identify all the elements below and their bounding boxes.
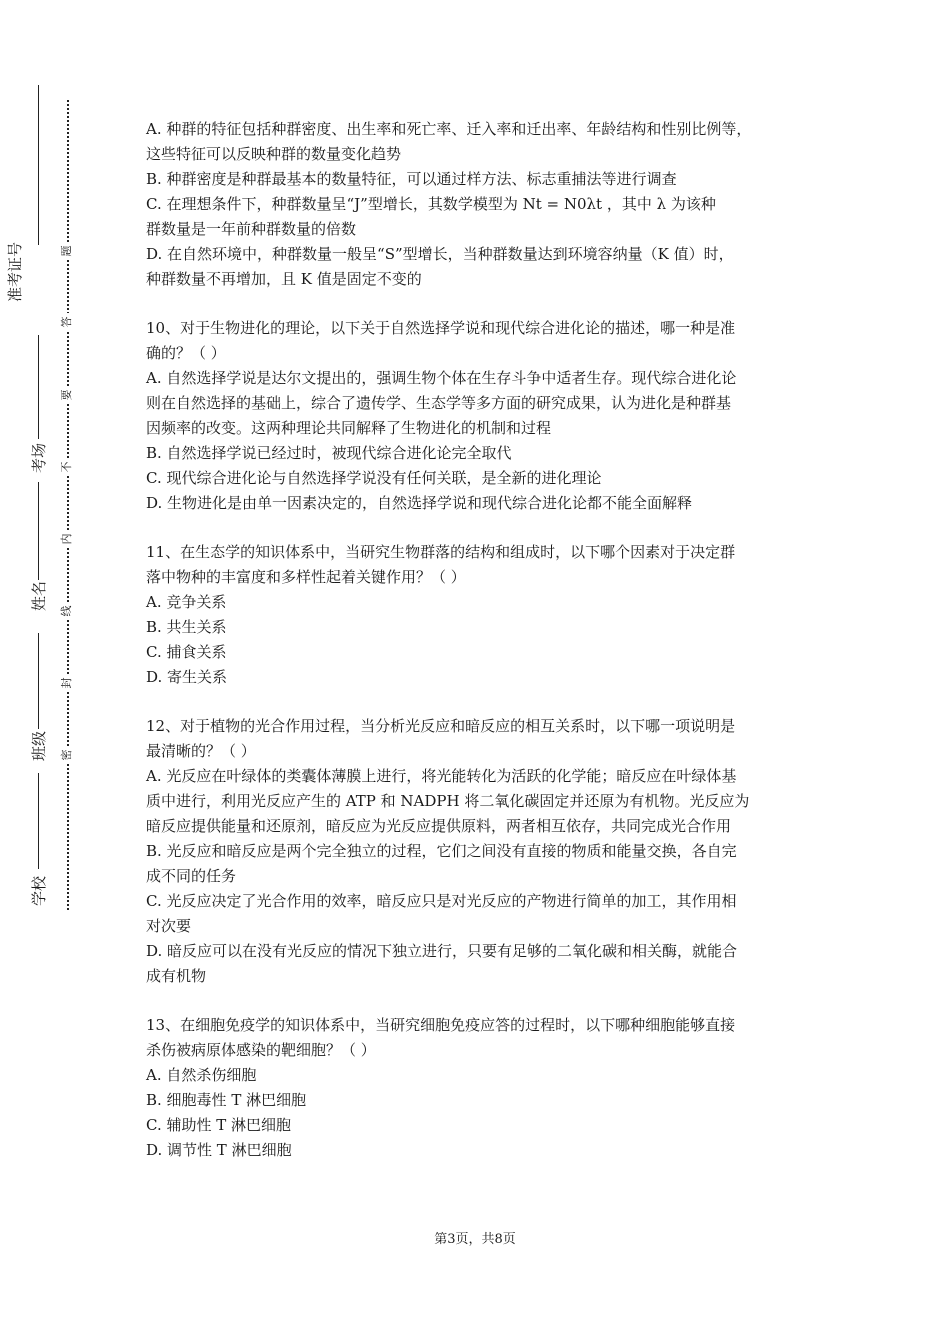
option-text: 成有机物	[146, 967, 207, 985]
option-c[interactable]	[146, 466, 811, 491]
option-text: C. 现代综合进化论与自然选择学说没有任何关联，是全新的进化理论	[146, 469, 602, 487]
name-label: 姓名	[30, 580, 48, 611]
name-fill-line[interactable]	[38, 482, 39, 580]
seal-char: 密	[60, 746, 74, 764]
option-text: D. 调节性 T 淋巴细胞	[146, 1141, 292, 1159]
option-c[interactable]	[146, 192, 811, 242]
option-d[interactable]	[146, 665, 811, 690]
question-item	[146, 117, 811, 292]
option-text: B. 共生关系	[146, 618, 227, 636]
option-text: D. 暗反应可以在没有光反应的情况下独立进行，只要有足够的二氧化碳和相关酶，就能合	[146, 942, 738, 960]
option-text: 群数量是一年前种群数量的倍数	[146, 220, 357, 238]
option-a[interactable]	[146, 117, 811, 167]
option-c[interactable]	[146, 1113, 811, 1138]
question-stem	[146, 540, 811, 590]
option-text: C. 在理想条件下，种群数量呈“J”型增长，其数学模型为 Nt = N0λt ，其中 λ 为该种	[146, 195, 716, 213]
stem-text: 确的？（ ）	[146, 344, 226, 362]
question-stem	[146, 714, 811, 764]
question-list	[146, 117, 811, 1187]
question-stem	[146, 1013, 811, 1063]
stem-text: 10、对于生物进化的理论，以下关于自然选择学说和现代综合进化论的描述，哪一种是准	[146, 319, 736, 337]
stem-text: 11、在生态学的知识体系中，当研究生物群落的结构和组成时，以下哪个因素对于决定群	[146, 543, 736, 561]
class-fill-line[interactable]	[38, 633, 39, 729]
seal-char: 不	[60, 458, 74, 476]
question-item	[146, 1013, 811, 1163]
option-text: C. 光反应决定了光合作用的效率，暗反应只是对光反应的产物进行简单的加工，其作用相	[146, 892, 737, 910]
seal-char: 线	[60, 602, 74, 620]
option-b[interactable]	[146, 1088, 811, 1113]
option-text: A. 种群的特征包括种群密度、出生率和死亡率、迁入率和迁出率、年龄结构和性别比例等，	[146, 120, 752, 138]
option-text: C. 捕食关系	[146, 643, 227, 661]
option-d[interactable]	[146, 242, 811, 292]
option-d[interactable]	[146, 939, 811, 989]
exam-room-fill-line[interactable]	[38, 335, 39, 439]
option-b[interactable]	[146, 167, 811, 192]
option-text: A. 自然杀伤细胞	[146, 1066, 257, 1084]
option-b[interactable]	[146, 615, 811, 640]
option-text: B. 自然选择学说已经过时，被现代综合进化论完全取代	[146, 444, 512, 462]
stem-text: 12、对于植物的光合作用过程，当分析光反应和暗反应的相互关系时，以下哪一项说明是	[146, 717, 736, 735]
option-text: 暗反应提供能量和还原剂，暗反应为光反应提供原料，两者相互依存，共同完成光合作用	[146, 817, 732, 835]
seal-char: 封	[60, 674, 74, 692]
option-a[interactable]	[146, 764, 811, 839]
option-text: A. 光反应在叶绿体的类囊体薄膜上进行，将光能转化为活跃的化学能；暗反应在叶绿体基	[146, 767, 737, 785]
option-text: 种群数量不再增加，且 K 值是固定不变的	[146, 270, 422, 288]
seal-dotted-line	[67, 100, 69, 910]
option-text: 质中进行，利用光反应产生的 ATP 和 NADPH 将二氧化碳固定并还原为有机物。光反应为	[146, 792, 750, 810]
seal-char: 要	[60, 386, 74, 404]
option-text: A. 竞争关系	[146, 593, 227, 611]
stem-text: 最清晰的？（ ）	[146, 742, 256, 760]
stem-text: 杀伤被病原体感染的靶细胞？（ ）	[146, 1041, 376, 1059]
option-text: 成不同的任务	[146, 867, 237, 885]
option-a[interactable]	[146, 366, 811, 441]
option-text: D. 生物进化是由单一因素决定的，自然选择学说和现代综合进化论都不能全面解释	[146, 494, 693, 512]
option-text: B. 细胞毒性 T 淋巴细胞	[146, 1091, 307, 1109]
option-text: 对次要	[146, 917, 192, 935]
option-d[interactable]	[146, 1138, 811, 1163]
binding-margin	[0, 0, 110, 1344]
option-a[interactable]	[146, 590, 811, 615]
page-number: 第3页，共8页	[434, 1232, 516, 1247]
question-item	[146, 540, 811, 690]
option-text: B. 种群密度是种群最基本的数量特征，可以通过样方法、标志重捕法等进行调查	[146, 170, 677, 188]
question-item	[146, 714, 811, 989]
option-text: D. 在自然环境中，种群数量一般呈“S”型增长，当种群数量达到环境容纳量（K 值）时，	[146, 245, 734, 263]
exam-number-fill-line[interactable]	[38, 85, 39, 245]
question-item	[146, 316, 811, 516]
option-text: 因频率的改变。这两种理论共同解释了生物进化的机制和过程	[146, 419, 552, 437]
exam-number-label: 准考证号	[6, 241, 24, 302]
option-b[interactable]	[146, 441, 811, 466]
class-label: 班级	[30, 730, 48, 761]
option-d[interactable]	[146, 491, 811, 516]
option-text: B. 光反应和暗反应是两个完全独立的过程，它们之间没有直接的物质和能量交换，各自完	[146, 842, 737, 860]
seal-char: 内	[60, 530, 74, 548]
question-stem	[146, 316, 811, 366]
exam-room-label: 考场	[30, 442, 48, 473]
option-text: 这些特征可以反映种群的数量变化趋势	[146, 145, 402, 163]
school-label: 学校	[30, 875, 48, 906]
option-text: D. 寄生关系	[146, 668, 228, 686]
option-c[interactable]	[146, 889, 811, 939]
stem-text: 落中物种的丰富度和多样性起着关键作用？（ ）	[146, 568, 466, 586]
seal-char: 答	[60, 313, 74, 331]
option-text: A. 自然选择学说是达尔文提出的，强调生物个体在生存斗争中适者生存。现代综合进化论	[146, 369, 737, 387]
option-b[interactable]	[146, 839, 811, 889]
option-c[interactable]	[146, 640, 811, 665]
option-a[interactable]	[146, 1063, 811, 1088]
school-fill-line[interactable]	[38, 773, 39, 869]
option-text: 则在自然选择的基础上，综合了遗传学、生态学等多方面的研究成果，认为进化是种群基	[146, 394, 732, 412]
seal-char: 题	[60, 242, 74, 260]
option-text: C. 辅助性 T 淋巴细胞	[146, 1116, 292, 1134]
stem-text: 13、在细胞免疫学的知识体系中，当研究细胞免疫应答的过程时，以下哪种细胞能够直接	[146, 1016, 736, 1034]
